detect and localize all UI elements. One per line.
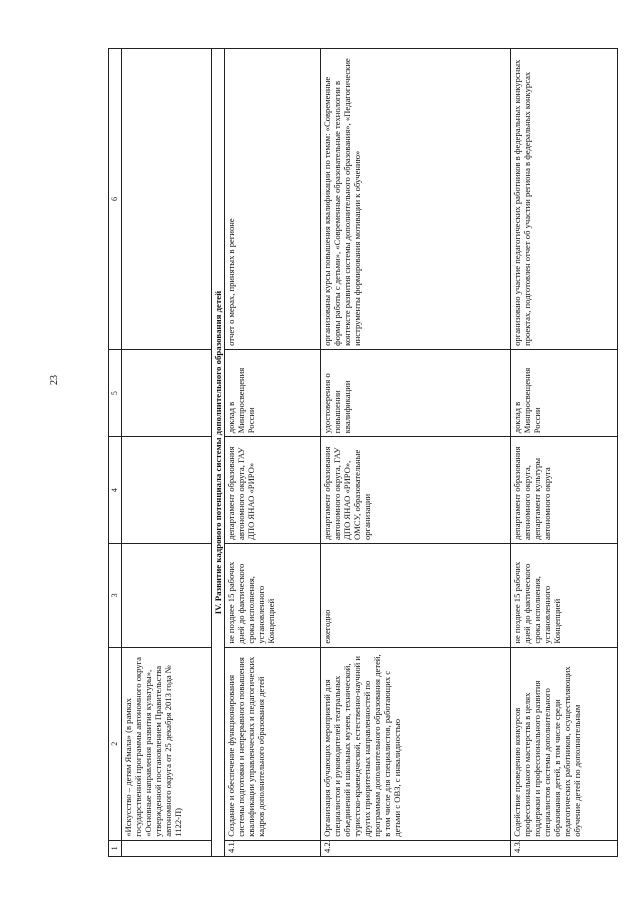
row-number: 4.2. — [321, 840, 511, 856]
row-executors: департамент образования автономного округа, департамент культуры автономного округа — [511, 437, 618, 544]
row-activity: Содействие проведению конкурсов профессионального мастерства в целях поддержки и профессионального развития специалистов системы дополнительного образования детей, в том числе среди педагогических работников, осуществляющих обучение детей по дополнительным — [511, 647, 618, 840]
section-row — [212, 49, 225, 857]
table-container — [108, 48, 616, 857]
header-col-1: 1 — [109, 840, 122, 856]
table-row — [321, 49, 511, 857]
row-document: доклад в Минпросвещения России — [225, 349, 321, 436]
continuation-cell-5 — [122, 349, 212, 436]
header-col-5: 5 — [109, 349, 122, 436]
continuation-num-cell — [122, 840, 212, 856]
continuation-cell-6 — [122, 49, 212, 350]
table-row — [511, 49, 618, 857]
continuation-cell-4 — [122, 437, 212, 544]
row-deadline: не позднее 15 рабочих дней до фактического срока исполнения, установленного Концепцией — [225, 544, 321, 648]
row-activity: Создание и обеспечение функционирования системы подготовки и непрерывного повышения квалификации управленческих и педагогических кадров дополнительного образования детей — [225, 647, 321, 840]
continuation-cell-3 — [122, 544, 212, 648]
row-result: организовано участие педагогических работников в федеральных конкурсных проектах, подготовлен отчет об участии региона в федеральных конкурсах — [511, 49, 618, 350]
row-activity: Организация обучающих мероприятий для специалистов и руководителей театральных объединений и школьных музеев, технической, туристско-краеведческой, естественно-научной и других приоритетных направленностей по программам дополнительного образования детей, в том числе для специалистов, работающих с детьми с ОВЗ, с инвалидностью — [321, 647, 511, 840]
row-result: организованы курсы повышения квалификации по темам: «Современные формы работы с детьми», «Современные образовательные технологии в контексте развития системы дополнительного образования», «Педагогические инструменты формирования мотивации к обучению» — [321, 49, 511, 350]
row-deadline: не позднее 15 рабочих дней до фактического срока исполнения, установленного Концепцией — [511, 544, 618, 648]
row-number: 4.3. — [511, 840, 618, 856]
row-document: удостоверения о повышении квалификации — [321, 349, 511, 436]
row-document: доклад в Минпросвещения России — [511, 349, 618, 436]
header-col-6: 6 — [109, 49, 122, 350]
header-row — [109, 49, 122, 857]
continuation-activity-cell: «Искусство – детям Ямала» (в рамках государственной программы автономного округа «Основные направления развития культуры», утвержденной постановлением Правительства автономного округа от 25 декабря 2013 года № 1122-П) — [122, 647, 212, 840]
row-executors: департамент образования автономного округа, ГАУ ДПО ЯНАО «РИРО», ОМСУ, образовательные организации — [321, 437, 511, 544]
header-col-4: 4 — [109, 437, 122, 544]
continuation-row — [122, 49, 212, 857]
row-executors: департамент образования автономного округа, ГАУ ДПО ЯНАО «РИРО» — [225, 437, 321, 544]
header-col-3: 3 — [109, 544, 122, 648]
rotated-page — [108, 48, 616, 857]
table-row — [225, 49, 321, 857]
section-title: IV. Развитие кадрового потенциала системы дополнительного образования детей — [212, 49, 225, 857]
row-result: отчет о мерах, принятых в регионе — [225, 49, 321, 350]
row-deadline: ежегодно — [321, 544, 511, 648]
row-number: 4.1. — [225, 840, 321, 856]
header-col-2: 2 — [109, 647, 122, 840]
plan-table — [108, 48, 618, 857]
page-number: 23 — [49, 375, 60, 385]
